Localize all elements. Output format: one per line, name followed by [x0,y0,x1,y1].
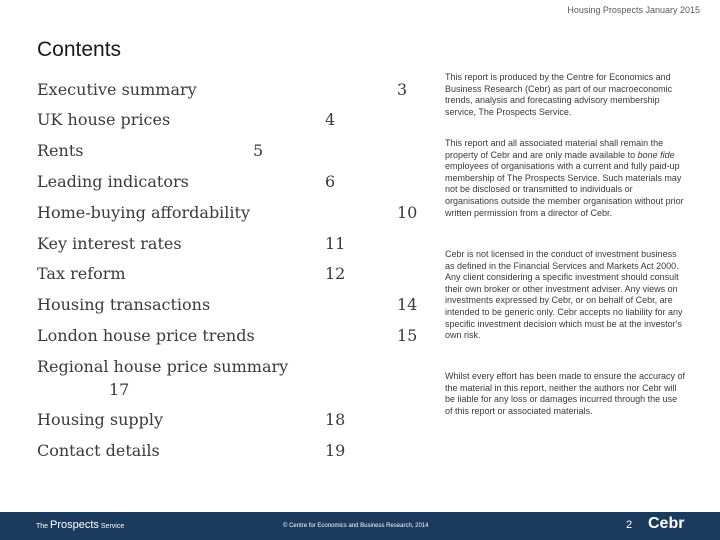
toc-page-executive-summary: 3 [397,80,408,99]
footer-bar [0,512,720,540]
toc-label-contact-details[interactable]: Contact details [37,441,160,460]
page-title: Contents [37,38,122,61]
toc-label-executive-summary[interactable]: Executive summary [37,80,197,99]
footer-brand: The Prospects Service [36,519,125,531]
toc-label-uk-house-prices[interactable]: UK house prices [37,110,171,129]
toc-label-housing-transactions[interactable]: Housing transactions [37,295,211,314]
toc-label-housing-supply[interactable]: Housing supply [37,410,164,429]
disclaimer-licensing: Cebr is not licensed in the conduct of investment business as defined in the Financial Services and Markets Act 2000. Any client considering a specific investment should consult their own broker or other investment adviser. Any views on investments expressed by Cebr, or on behalf of Cebr, are intended to be generic only. Cebr accepts no liability for any specific investment decision which must be at the investor's own risk. [445,249,683,341]
toc-page-key-interest-rates: 11 [325,234,346,253]
footer-page-number: 2 [626,519,633,531]
disclaimer-property: This report and all associated material shall remain the property of Cebr and are only made available to bone fide employees of organisations with a current and fully paid-up membership of The Prospects Service. Such materials may not be disclosed or transmitted to individuals or organisations outside the member organisation without prior written permission from a director of Cebr. [445,138,684,218]
toc-page-tax-reform: 12 [325,264,346,283]
toc-label-home-buying-affordability[interactable]: Home-buying affordability [37,203,250,222]
toc-label-london-house-price-trends[interactable]: London house price trends [37,326,255,345]
cebr-logo: Cebr [648,515,685,532]
toc-page-regional-house-price-summary: 17 [109,380,130,399]
toc-label-rents[interactable]: Rents [37,141,84,160]
toc-page-contact-details: 19 [325,441,346,460]
disclaimer-accuracy: Whilst every effort has been made to ensure the accuracy of the material in this report, neither the authors nor Cebr will be liable for any loss or damages incurred through the use of this report or associated materials. [445,371,685,416]
toc-page-housing-transactions: 14 [397,295,418,314]
toc-page-london-house-price-trends: 15 [397,326,418,345]
toc-page-home-buying-affordability: 10 [397,203,418,222]
toc-label-tax-reform[interactable]: Tax reform [37,264,126,283]
header-note: Housing Prospects January 2015 [567,5,700,15]
toc-page-leading-indicators: 6 [325,172,336,191]
disclaimer-produced-by: This report is produced by the Centre for Economics and Business Research (Cebr) as part of our macroeconomic trends, analysis and forecasting advisory membership service, The Prospects Service. [445,72,673,117]
footer-copyright: © Centre for Economics and Business Research, 2014 [283,523,429,529]
toc-label-key-interest-rates[interactable]: Key interest rates [37,234,182,253]
toc-label-leading-indicators[interactable]: Leading indicators [37,172,189,191]
toc-page-housing-supply: 18 [325,410,346,429]
toc-label-regional-house-price-summary[interactable]: Regional house price summary [37,357,289,376]
toc-page-uk-house-prices: 4 [325,110,336,129]
toc-page-rents: 5 [253,141,264,160]
